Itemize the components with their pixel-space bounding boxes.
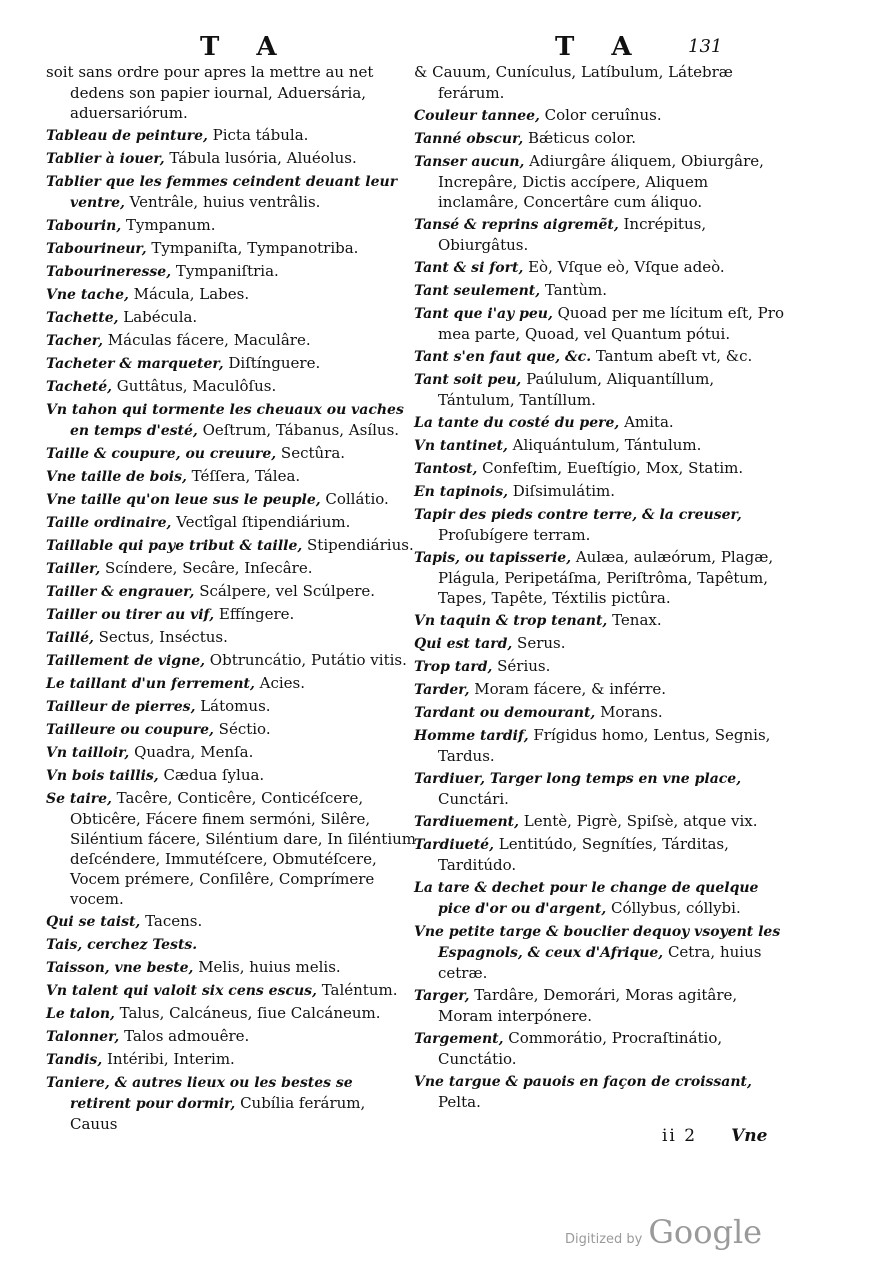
latin-translation: Diſtínguere. <box>223 354 321 372</box>
french-headword: Taillé, <box>46 630 94 646</box>
latin-translation: Amita. <box>619 413 674 431</box>
dictionary-entry <box>414 811 784 832</box>
french-headword: Vn tantinet, <box>414 438 508 454</box>
dictionary-entry <box>414 303 784 344</box>
french-headword: Tardiuer, Targer long temps en vne place, <box>414 771 742 787</box>
french-headword: Tansé & reprins aigremẽt, <box>414 217 619 233</box>
french-headword: Taniere, & autres lieux ou les bestes se retirent pour dormir, <box>46 1075 353 1112</box>
dictionary-entry <box>414 921 784 983</box>
dictionary-entry <box>414 633 784 654</box>
latin-translation: Lentè, Pigrè, Spiſsè, atque vix. <box>518 812 758 830</box>
latin-translation: Melis, huius melis. <box>193 958 341 976</box>
latin-translation: Oeſtrum, Tábanus, Asílus. <box>197 421 400 439</box>
french-headword: Tacheté, <box>46 379 113 395</box>
latin-translation: Quadra, Menſa. <box>129 743 254 761</box>
french-headword: Couleur tannee, <box>414 108 540 124</box>
french-headword: Tacher, <box>46 333 103 349</box>
latin-translation: Cunctári. <box>438 790 509 808</box>
french-headword: Vn tailloir, <box>46 745 130 761</box>
latin-translation: Tacêre, Conticêre, Conticéſcere, Obticêre, Fácere finem sermóni, Silêre, Siléntium fácere, Siléntium dare, In ſiléntium deſcéndere, Immutéſcere, Obmutéſcere, Vocem prémere, Conſilêre, Comprímere vocem. <box>70 789 417 908</box>
french-headword: Tablier que les femmes ceindent deuant leur ventre, <box>46 174 398 211</box>
latin-translation: Commorátio, Procraſtinátio, Cunctátio. <box>438 1029 723 1068</box>
french-headword: Tachette, <box>46 310 119 326</box>
french-headword: Targement, <box>414 1031 504 1047</box>
dictionary-entry <box>46 742 416 763</box>
dictionary-entry <box>46 1026 416 1047</box>
dictionary-entry <box>46 284 416 305</box>
latin-translation: Tenax. <box>607 611 662 629</box>
dictionary-entry <box>414 412 784 433</box>
french-headword: Homme tardif, <box>414 728 529 744</box>
latin-translation: soit sans ordre pour apres la mettre au net dedens son papier iournal, Aduersária, aduersariórum. <box>46 63 374 122</box>
latin-translation: Sectûra. <box>276 444 346 462</box>
dictionary-entry <box>414 877 784 919</box>
french-headword: Tailler, <box>46 561 101 577</box>
dictionary-entry <box>46 604 416 625</box>
dictionary-entry <box>414 128 784 149</box>
french-headword: Targer, <box>414 988 470 1004</box>
dictionary-entry <box>46 788 416 909</box>
latin-translation: Bǽticus color. <box>523 129 637 147</box>
french-headword: Taille ordinaire, <box>46 515 172 531</box>
latin-translation: Talos admouêre. <box>119 1027 250 1045</box>
dictionary-entry <box>414 214 784 255</box>
latin-translation: Máculas fácere, Maculâre. <box>103 331 311 349</box>
digitization-watermark <box>565 1213 762 1251</box>
dictionary-entry <box>46 627 416 648</box>
french-headword: Tableau de peinture, <box>46 128 208 144</box>
dictionary-entry <box>414 280 784 301</box>
french-headword: Tant s'en faut que, &c. <box>414 349 592 365</box>
latin-translation: Diſsimulátim. <box>507 482 616 500</box>
latin-translation: Tympaniſtria. <box>171 262 279 280</box>
latin-translation: Scálpere, vel Scúlpere. <box>194 582 376 600</box>
dictionary-entry <box>46 650 416 671</box>
french-headword: Le talon, <box>46 1006 115 1022</box>
latin-translation: Tympanum. <box>121 216 216 234</box>
french-headword: Taillement de vigne, <box>46 653 206 669</box>
latin-translation: Frígidus homo, Lentus, Segnis, Tardus. <box>438 726 771 765</box>
french-headword: Tardant ou demourant, <box>414 705 596 721</box>
latin-translation: Tympaniſta, Tympanotriba. <box>146 239 359 257</box>
dictionary-entry <box>414 834 784 875</box>
dictionary-entry <box>46 330 416 351</box>
french-headword: Vne targue & pauois en façon de croissant, <box>414 1074 752 1090</box>
dictionary-entry <box>46 238 416 259</box>
dictionary-entry <box>414 1071 784 1112</box>
latin-translation: Tábula lusória, Aluéolus. <box>164 149 357 167</box>
dictionary-entry <box>46 353 416 374</box>
latin-translation: Incrépitus, Obiurgâtus. <box>438 215 707 254</box>
french-headword: Tardiuement, <box>414 814 519 830</box>
dictionary-entry <box>46 62 416 123</box>
french-headword: Tailleur de pierres, <box>46 699 196 715</box>
latin-translation: Taléntum. <box>316 981 398 999</box>
french-headword: Tandis, <box>46 1052 103 1068</box>
latin-translation: Mácula, Labes. <box>128 285 250 303</box>
dictionary-entry <box>46 443 416 464</box>
dictionary-entry <box>46 765 416 786</box>
french-headword: Vn bois taillis, <box>46 768 159 784</box>
french-headword: Vne petite targe & bouclier dequoy vsoyent les Espagnols, & ceux d'Afrique, <box>414 924 781 961</box>
french-headword: Tarder, <box>414 682 470 698</box>
latin-translation: Obtruncátio, Putátio vitis. <box>205 651 407 669</box>
latin-translation: Cubília ferárum, Cauus <box>70 1094 366 1133</box>
signature-mark: ii 2 <box>662 1126 698 1146</box>
french-headword: Taillable qui paye tribut & taille, <box>46 538 303 554</box>
latin-translation: Stipendiárius. <box>302 536 414 554</box>
latin-translation: Lentitúdo, Segnítíes, Tárditas, Tarditúdo. <box>438 835 729 874</box>
dictionary-entry <box>414 702 784 723</box>
latin-translation: Pelta. <box>438 1093 481 1111</box>
latin-translation: Cetra, huius cetræ. <box>438 943 762 982</box>
french-headword: Vne taille qu'on leue sus le peuple, <box>46 492 321 508</box>
latin-translation: Tardâre, Demorári, Moras agitâre, Moram interpónere. <box>438 986 738 1025</box>
latin-translation: Picta tábula. <box>207 126 309 144</box>
french-headword: Tabourin, <box>46 218 122 234</box>
dictionary-entry <box>414 105 784 126</box>
dictionary-entry <box>46 512 416 533</box>
dictionary-entry <box>46 957 416 978</box>
dictionary-entry <box>414 610 784 631</box>
dictionary-entry <box>414 679 784 700</box>
latin-translation: Quoad per me lícitum eſt, Pro mea parte, Quoad, vel Quantum pótui. <box>438 304 784 343</box>
dictionary-entry <box>46 719 416 740</box>
dictionary-entry <box>414 458 784 479</box>
latin-translation: Cædua ſylua. <box>158 766 265 784</box>
left-column <box>46 62 416 1136</box>
dictionary-entry <box>414 151 784 212</box>
latin-translation: Tantùm. <box>540 281 608 299</box>
latin-translation: Color ceruînus. <box>539 106 662 124</box>
right-column <box>414 62 784 1114</box>
french-headword: La tante du costé du pere, <box>414 415 620 431</box>
dictionary-entry <box>414 62 784 103</box>
french-headword: Talonner, <box>46 1029 120 1045</box>
french-headword: Tais, cerchez Tests. <box>46 937 198 953</box>
french-headword: Tant que i'ay peu, <box>414 306 553 322</box>
french-headword: Tant seulement, <box>414 283 541 299</box>
french-headword: Tablier à iouer, <box>46 151 165 167</box>
dictionary-entry <box>46 535 416 556</box>
dictionary-entry <box>414 257 784 278</box>
latin-translation: Aliquántulum, Tántulum. <box>507 436 702 454</box>
dictionary-entry <box>46 307 416 328</box>
dictionary-entry <box>414 547 784 608</box>
latin-translation: Ventrâle, huius ventrâlis. <box>124 193 321 211</box>
french-headword: Tardiueté, <box>414 837 494 853</box>
latin-translation: Tantum abeſt vt, &c. <box>591 347 753 365</box>
french-headword: Taisson, vne beste, <box>46 960 194 976</box>
french-headword: La tare & dechet pour le change de quelque pice d'or ou d'argent, <box>414 880 759 917</box>
latin-translation: Cóllybus, cóllybi. <box>606 899 741 917</box>
french-headword: Tant & si fort, <box>414 260 524 276</box>
latin-translation: Eò, Vſque eò, Vſque adeò. <box>523 258 725 276</box>
french-headword: Tacheter & marqueter, <box>46 356 224 372</box>
dictionary-entry <box>414 369 784 410</box>
french-headword: Vn taquin & trop tenant, <box>414 613 608 629</box>
page-number: 131 <box>688 36 723 57</box>
dictionary-entry <box>46 148 416 169</box>
latin-translation: Sectus, Inséctus. <box>93 628 228 646</box>
latin-translation: Intéribi, Interim. <box>102 1050 235 1068</box>
dictionary-entry <box>414 346 784 367</box>
dictionary-entry <box>46 934 416 955</box>
latin-translation: Moram fácere, & inférre. <box>469 680 667 698</box>
french-headword: En tapinois, <box>414 484 508 500</box>
french-headword: Tapis, ou tapisserie, <box>414 550 572 566</box>
latin-translation: Sérius. <box>492 657 551 675</box>
french-headword: Le taillant d'un ferrement, <box>46 676 255 692</box>
latin-translation: Vectîgal ſtipendiárium. <box>171 513 351 531</box>
dictionary-entry <box>46 171 416 213</box>
dictionary-entry <box>46 696 416 717</box>
french-headword: Vne tache, <box>46 287 129 303</box>
latin-translation: Adiurgâre áliquem, Obiurgâre, Increpâre, Dictis accípere, Aliquem inclamâre, Concertâre cum áliquo. <box>438 152 764 211</box>
dictionary-entry <box>46 125 416 146</box>
french-headword: Qui se taist, <box>46 914 141 930</box>
latin-translation: & Cauum, Cunículus, Latíbulum, Látebræ ferárum. <box>414 63 733 102</box>
dictionary-entry <box>414 1028 784 1069</box>
french-headword: Tailler ou tirer au vif, <box>46 607 215 623</box>
dictionary-entry <box>46 980 416 1001</box>
running-head-left: T A <box>200 32 291 62</box>
french-headword: Vne taille de bois, <box>46 469 187 485</box>
dictionary-entry <box>46 558 416 579</box>
dictionary-entry <box>414 725 784 766</box>
dictionary-entry <box>414 435 784 456</box>
french-headword: Vn talent qui valoit six cens escus, <box>46 983 317 999</box>
latin-translation: Guttâtus, Maculôſus. <box>112 377 277 395</box>
watermark-prefix: Digitized by <box>565 1232 643 1247</box>
french-headword: Tant soit peu, <box>414 372 522 388</box>
french-headword: Trop tard, <box>414 659 493 675</box>
dictionary-entry <box>414 504 784 545</box>
dictionary-entry <box>414 481 784 502</box>
latin-translation: Confeſtim, Eueſtígio, Mox, Statim. <box>477 459 744 477</box>
french-headword: Tabourineur, <box>46 241 147 257</box>
dictionary-entry <box>414 985 784 1026</box>
french-headword: Se taire, <box>46 791 112 807</box>
dictionary-entry <box>46 261 416 282</box>
page-footer <box>662 1126 767 1146</box>
dictionary-entry <box>46 1072 416 1134</box>
dictionary-entry <box>46 911 416 932</box>
latin-translation: Aulæa, aulæórum, Plagæ, Plágula, Peripetáſma, Periſtrôma, Tapêtum, Tapes, Tapête, Téxtilis pictûra. <box>438 548 774 607</box>
french-headword: Tabourineresse, <box>46 264 172 280</box>
dictionary-entry <box>46 1049 416 1070</box>
french-headword: Vn tahon qui tormente les cheuaux ou vaches en temps d'esté, <box>46 402 404 439</box>
latin-translation: Látomus. <box>195 697 271 715</box>
dictionary-entry <box>46 581 416 602</box>
latin-translation: Labécula. <box>118 308 198 326</box>
french-headword: Tailleure ou coupure, <box>46 722 214 738</box>
dictionary-entry <box>46 376 416 397</box>
latin-translation: Séctio. <box>213 720 271 738</box>
french-headword: Tantost, <box>414 461 478 477</box>
latin-translation: Collátio. <box>320 490 389 508</box>
catchword: Vne <box>731 1126 768 1146</box>
dictionary-entry <box>46 399 416 441</box>
french-headword: Tanser aucun, <box>414 154 525 170</box>
latin-translation: Téſſera, Tálea. <box>186 467 301 485</box>
french-headword: Tanné obscur, <box>414 131 524 147</box>
latin-translation: Morans. <box>595 703 663 721</box>
dictionary-entry <box>414 768 784 809</box>
latin-translation: Serus. <box>512 634 566 652</box>
dictionary-entry <box>46 673 416 694</box>
google-logo: Google <box>648 1213 763 1251</box>
french-headword: Taille & coupure, ou creuure, <box>46 446 277 462</box>
latin-translation: Scíndere, Secâre, Inſecâre. <box>100 559 313 577</box>
dictionary-entry <box>46 466 416 487</box>
dictionary-entry <box>46 215 416 236</box>
french-headword: Qui est tard, <box>414 636 513 652</box>
latin-translation: Tacens. <box>140 912 203 930</box>
latin-translation: Paúlulum, Aliquantíllum, Tántulum, Tantíllum. <box>438 370 715 409</box>
french-headword: Tapir des pieds contre terre, & la creuser, <box>414 507 742 523</box>
dictionary-entry <box>414 656 784 677</box>
latin-translation: Acies. <box>254 674 306 692</box>
latin-translation: Proſubígere terram. <box>438 526 591 544</box>
dictionary-entry <box>46 489 416 510</box>
latin-translation: Effíngere. <box>214 605 295 623</box>
dictionary-entry <box>46 1003 416 1024</box>
running-head-right: T A <box>555 32 646 62</box>
latin-translation: Talus, Calcáneus, ſiue Calcáneum. <box>114 1004 381 1022</box>
french-headword: Tailler & engrauer, <box>46 584 195 600</box>
